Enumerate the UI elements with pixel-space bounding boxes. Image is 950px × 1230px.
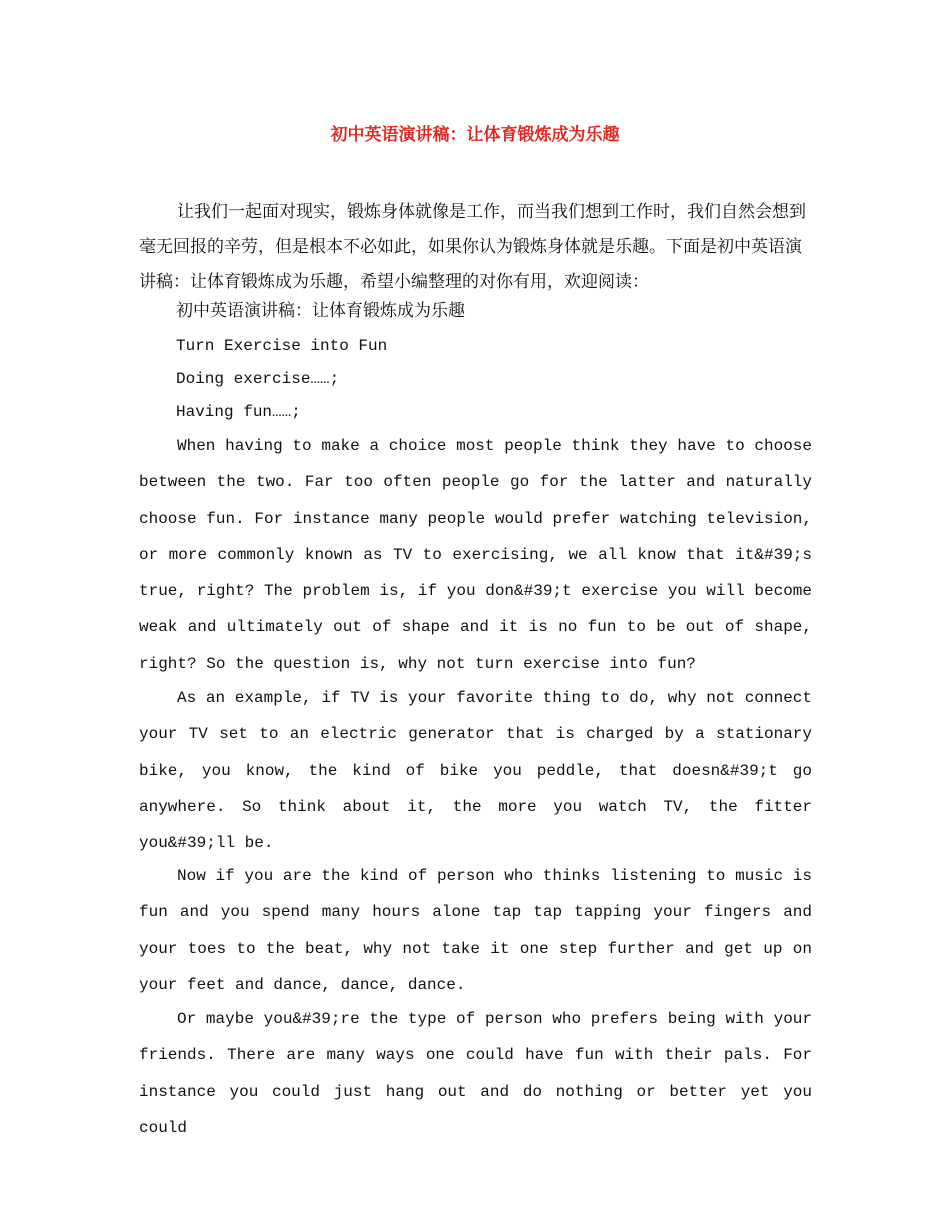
- body-paragraph-2: As an example, if TV is your favorite thing to do, why not connect your TV set to an electric generator that is charged by a stationary bike, you know, the kind of bike you peddle, that doesn&#39;t go anywhere. So think about it, the more you watch TV, the fitter you&#39;ll be.: [139, 689, 812, 853]
- line-doing-exercise: Doing exercise……;: [176, 370, 340, 388]
- body-paragraph-3: Now if you are the kind of person who thinks listening to music is fun and you spend many hours alone tap tap tapping your fingers and your toes to the beat, why not take it one step further and get up on your feet and dance, dance, dance.: [139, 867, 812, 994]
- body-paragraph-4: Or maybe you&#39;re the type of person who prefers being with your friends. There are many ways one could have fun with their pals. For instance you could just hang out and do nothing or better yet you could: [139, 1010, 812, 1137]
- line-having-fun: Having fun……;: [176, 403, 301, 421]
- subtitle-chinese: 初中英语演讲稿：让体育锻炼成为乐趣: [176, 301, 465, 321]
- body-paragraph-1: When having to make a choice most people think they have to choose between the two. Far too often people go for the latter and naturally choose fun. For instance many people would prefer watching television, or more commonly known as TV to exercising, we all know that it&#39;s true, right? The problem is, if you don&#39;t exercise you will become weak and ultimately out of shape and it is no fun to be out of shape, right? So the question is, why not turn exercise into fun?: [139, 437, 812, 673]
- subtitle-english: Turn Exercise into Fun: [176, 337, 388, 355]
- document-title: 初中英语演讲稿：让体育锻炼成为乐趣: [330, 125, 620, 145]
- intro-paragraph: 让我们一起面对现实，锻炼身体就像是工作，而当我们想到工作时，我们自然会想到毫无回报的辛劳，但是根本不必如此，如果你认为锻炼身体就是乐趣。下面是初中英语演讲稿：让体育锻炼成为乐趣，希望小编整理的对你有用，欢迎阅读：: [139, 202, 806, 292]
